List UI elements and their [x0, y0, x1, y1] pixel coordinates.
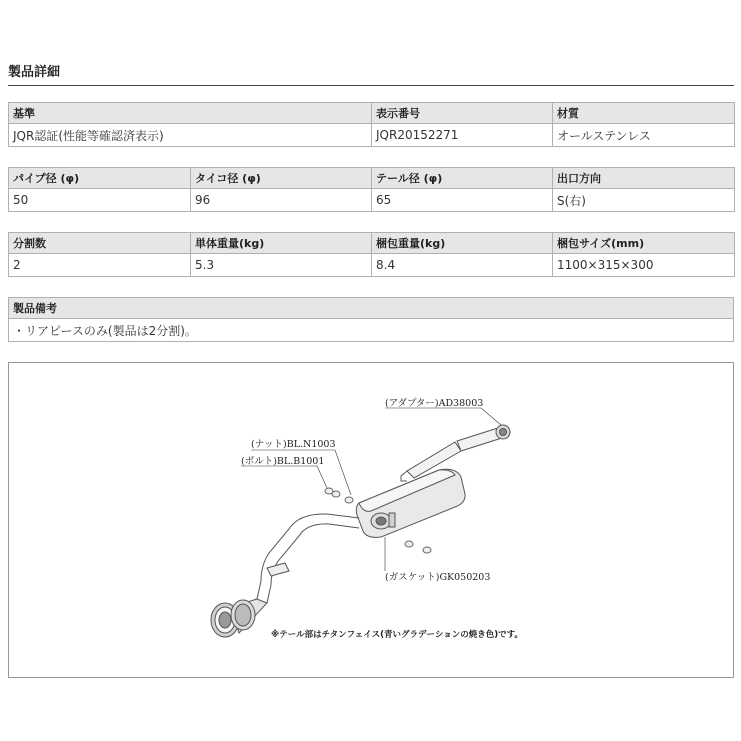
muffler-body	[356, 469, 465, 537]
tail-note: ※テール部はチタンフェイス(青いグラデーションの焼き色)です。	[271, 630, 523, 640]
exhaust-illustration	[9, 363, 733, 677]
header-package-weight: 梱包重量(kg)	[372, 233, 553, 254]
section-title: 製品詳細	[8, 65, 61, 80]
spec-table-standard	[8, 102, 735, 147]
value-tail-diameter: 65	[372, 189, 553, 212]
gasket-flange	[371, 513, 395, 529]
value-silencer-diameter: 96	[191, 189, 372, 212]
header-pieces: 分割数	[9, 233, 191, 254]
value-pipe-diameter: 50	[9, 189, 191, 212]
exhaust-diagram	[8, 362, 734, 678]
header-remarks: 製品備考	[9, 298, 734, 319]
header-unit-weight: 単体重量(kg)	[191, 233, 372, 254]
mid-pipe	[257, 514, 359, 603]
header-tail-diameter: テール径 (φ)	[372, 168, 553, 189]
value-remarks: ・リアピースのみ(製品は2分割)。	[9, 319, 734, 342]
value-package-weight: 8.4	[372, 254, 553, 277]
value-unit-weight: 5.3	[191, 254, 372, 277]
title-divider	[8, 85, 734, 86]
value-exit-direction: S(右)	[553, 189, 735, 212]
header-display-number: 表示番号	[372, 103, 553, 124]
header-silencer-diameter: タイコ径 (φ)	[191, 168, 372, 189]
header-package-size: 梱包サイズ(mm)	[553, 233, 735, 254]
callout-adapter: (アダプター)AD38003	[385, 398, 484, 409]
header-pipe-diameter: パイプ径 (φ)	[9, 168, 191, 189]
spec-table-dimensions	[8, 167, 735, 212]
header-exit-direction: 出口方向	[553, 168, 735, 189]
callout-bolt: (ボルト)BL.B1001	[241, 456, 325, 467]
value-material: オールステンレス	[553, 124, 735, 147]
remarks-table	[8, 297, 734, 342]
value-package-size: 1100×315×300	[553, 254, 735, 277]
header-material: 材質	[553, 103, 735, 124]
spec-table-weight	[8, 232, 735, 277]
header-standard: 基準	[9, 103, 372, 124]
value-standard: JQR認証(性能等確認済表示)	[9, 124, 372, 147]
callout-gasket: (ガスケット)GK050203	[385, 572, 491, 583]
callout-nut: (ナット)BL.N1003	[251, 439, 336, 450]
value-display-number: JQR20152271	[372, 124, 553, 147]
tail-section	[211, 599, 267, 637]
value-pieces: 2	[9, 254, 191, 277]
